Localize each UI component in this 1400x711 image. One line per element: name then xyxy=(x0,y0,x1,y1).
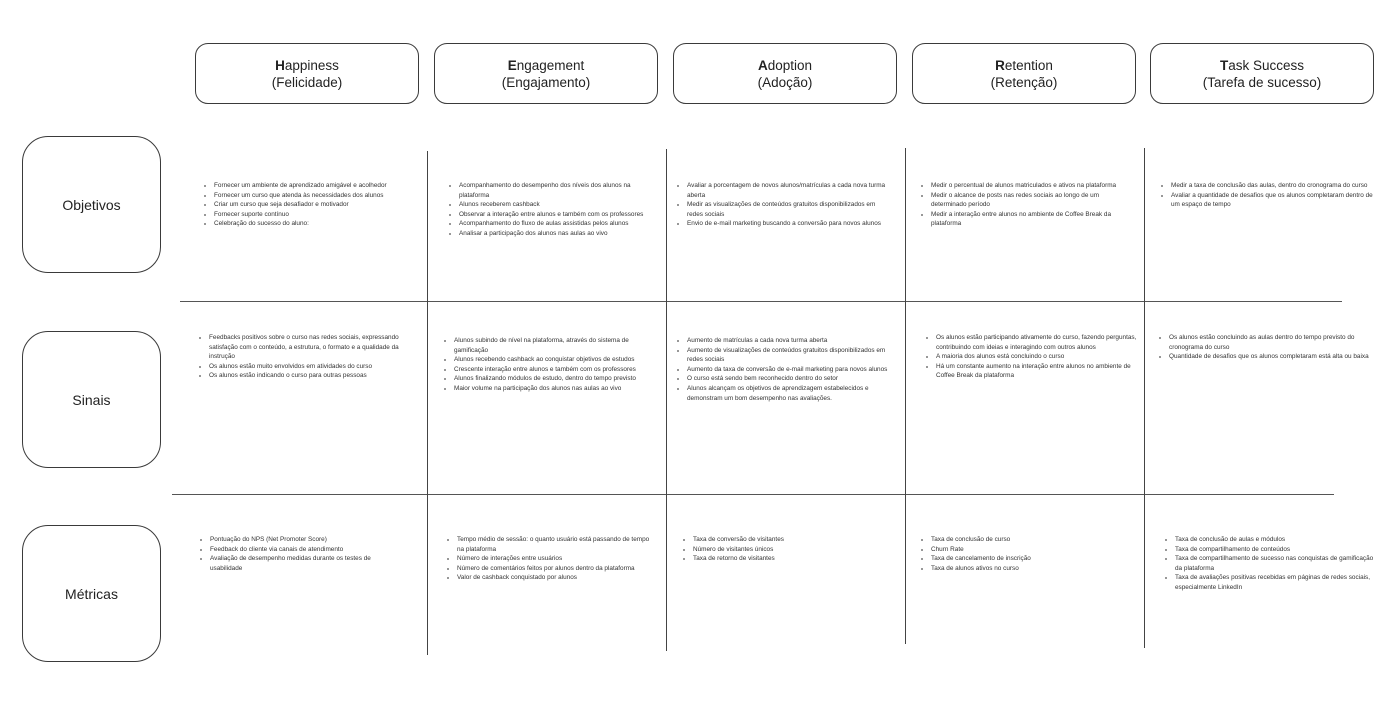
cell-sinais-retention xyxy=(927,333,1139,381)
list-item: • Há um constante aumento na interação entre alunos no ambiente de Coffee Break da plataforma xyxy=(936,362,1139,381)
row-header-sinais: Sinais xyxy=(22,331,161,468)
list-item: • Valor de cashback conquistado por alunos xyxy=(457,573,658,583)
column-subtitle: (Tarefa de sucesso) xyxy=(1202,74,1322,90)
list-item: • Maior volume na participação dos alunos nas aulas ao vivo xyxy=(454,384,655,394)
cell-metricas-retention xyxy=(922,535,1130,573)
list-item: • Taxa de conclusão de aulas e módulos xyxy=(1175,535,1374,545)
list-item: • Acompanhamento do fluxo de aulas assistidas pelos alunos xyxy=(459,219,658,229)
row-header-metricas: Métricas xyxy=(22,525,161,662)
list-item: • Medir a interação entre alunos no ambiente de Coffee Break da plataforma xyxy=(931,210,1130,229)
list-item: • Os alunos estão muito envolvidos em atividades do curso xyxy=(209,362,400,372)
list-item: • Medir as visualizações de conteúdos gratuitos disponibilizados em redes sociais xyxy=(687,200,893,219)
column-header-engagement xyxy=(434,43,658,104)
list-item: • Taxa de retorno de visitantes xyxy=(693,554,894,564)
list-item: • Crescente interação entre alunos e também com os professores xyxy=(454,365,655,375)
list-item: • Taxa de compartilhamento de sucesso nas conquistas de gamificação da plataforma xyxy=(1175,554,1374,573)
list-item: • Medir o percentual de alunos matriculados e ativos na plataforma xyxy=(931,181,1130,191)
cell-objetivos-retention xyxy=(922,181,1130,229)
list-item: • Aumento da taxa de conversão de e-mail marketing para novos alunos xyxy=(687,365,893,375)
cell-sinais-adoption xyxy=(678,336,893,403)
row-header-objetivos: Objetivos xyxy=(22,136,161,273)
list-item: • Medir o alcance de posts nas redes sociais ao longo de um determinado período xyxy=(931,191,1130,210)
list-item: • Celebração do sucesso do aluno: xyxy=(214,219,419,229)
column-divider xyxy=(427,151,428,655)
column-header-happiness xyxy=(195,43,419,104)
list-item: • Tempo médio de sessão: o quanto usuário está passando de tempo na plataforma xyxy=(457,535,658,554)
column-title: Retention xyxy=(995,57,1053,73)
list-item: • Número de visitantes únicos xyxy=(693,545,894,555)
list-item: • Envio de e-mail marketing buscando a conversão para novos alunos xyxy=(687,219,893,229)
cell-sinais-task-success xyxy=(1160,333,1374,362)
list-item: • Alunos alcançam os objetivos de aprendizagem estabelecidos e demonstram um bom desempenho nas avaliações. xyxy=(687,384,893,403)
list-item: • Avaliar a porcentagem de novos alunos/matrículas a cada nova turma aberta xyxy=(687,181,893,200)
list-item: • A maioria dos alunos está concluindo o curso xyxy=(936,352,1139,362)
column-subtitle: (Retenção) xyxy=(990,74,1058,90)
list-item: • Os alunos estão participando ativamente do curso, fazendo perguntas, contribuindo com ideias e interagindo com outros alunos xyxy=(936,333,1139,352)
cell-objetivos-adoption xyxy=(678,181,893,229)
list-item: • Alunos finalizando módulos de estudo, dentro do tempo previsto xyxy=(454,374,655,384)
list-item: • Alunos receberem cashback xyxy=(459,200,658,210)
column-divider xyxy=(666,149,667,651)
list-item: • Feedbacks positivos sobre o curso nas redes sociais, expressando satisfação com o conteúdo, a estrutura, o formato e a qualidade da instrução xyxy=(209,333,400,362)
list-item: • Os alunos estão concluindo as aulas dentro do tempo previsto do cronograma do curso xyxy=(1169,333,1374,352)
list-item: • Churn Rate xyxy=(931,545,1130,555)
list-item: • O curso está sendo bem reconhecido dentro do setor xyxy=(687,374,893,384)
column-subtitle: (Adoção) xyxy=(757,74,813,90)
list-item: • Observar a interação entre alunos e também com os professores xyxy=(459,210,658,220)
column-header-task-success xyxy=(1150,43,1374,104)
list-item: • Taxa de conversão de visitantes xyxy=(693,535,894,545)
list-item: • Taxa de alunos ativos no curso xyxy=(931,564,1130,574)
cell-metricas-engagement xyxy=(448,535,658,583)
list-item: • Taxa de conclusão de curso xyxy=(931,535,1130,545)
list-item: • Aumento de matrículas a cada nova turma aberta xyxy=(687,336,893,346)
list-item: • Os alunos estão indicando o curso para outras pessoas xyxy=(209,371,400,381)
list-item: • Alunos recebendo cashback ao conquistar objetivos de estudos xyxy=(454,355,655,365)
list-item: • Avaliar a quantidade de desafios que os alunos completaram dentro de um espaço de tempo xyxy=(1171,191,1374,210)
cell-objetivos-engagement xyxy=(450,181,658,239)
list-item: • Taxa de avaliações positivas recebidas em páginas de redes sociais, especialmente LinkedIn xyxy=(1175,573,1374,592)
list-item: • Número de comentários feitos por alunos dentro da plataforma xyxy=(457,564,658,574)
list-item: • Fornecer suporte contínuo xyxy=(214,210,419,220)
cell-objetivos-task-success xyxy=(1162,181,1374,210)
list-item: • Número de interações entre usuários xyxy=(457,554,658,564)
list-item: • Fornecer um ambiente de aprendizado amigável e acolhedor xyxy=(214,181,419,191)
cell-metricas-adoption xyxy=(684,535,894,564)
cell-sinais-happiness xyxy=(200,333,400,381)
cell-objetivos-happiness xyxy=(205,181,419,229)
list-item: • Fornecer um curso que atenda às necessidades dos alunos xyxy=(214,191,419,201)
column-header-retention xyxy=(912,43,1136,104)
list-item: • Taxa de cancelamento de inscrição xyxy=(931,554,1130,564)
column-subtitle: (Engajamento) xyxy=(501,74,591,90)
column-title: Adoption xyxy=(757,57,813,73)
cell-sinais-engagement xyxy=(445,336,655,394)
list-item: • Aumento de visualizações de conteúdos gratuitos disponibilizados em redes sociais xyxy=(687,346,893,365)
column-header-adoption xyxy=(673,43,897,104)
row-divider xyxy=(180,301,1342,302)
column-divider xyxy=(905,148,906,644)
cell-metricas-happiness xyxy=(201,535,401,573)
list-item: • Feedback do cliente via canais de atendimento xyxy=(210,545,401,555)
list-item: • Avaliação de desempenho medidas durante os testes de usabilidade xyxy=(210,554,401,573)
list-item: • Analisar a participação dos alunos nas aulas ao vivo xyxy=(459,229,658,239)
row-divider xyxy=(172,494,1334,495)
column-title: Happiness xyxy=(275,57,339,73)
column-subtitle: (Felicidade) xyxy=(271,74,343,90)
cell-metricas-task-success xyxy=(1166,535,1374,593)
column-title: Engagement xyxy=(507,57,585,73)
list-item: • Criar um curso que seja desafiador e motivador xyxy=(214,200,419,210)
list-item: • Pontuação do NPS (Net Promoter Score) xyxy=(210,535,401,545)
list-item: • Alunos subindo de nível na plataforma, através do sistema de gamificação xyxy=(454,336,655,355)
list-item: • Medir a taxa de conclusão das aulas, dentro do cronograma do curso xyxy=(1171,181,1374,191)
list-item: • Acompanhamento do desempenho dos níveis dos alunos na plataforma xyxy=(459,181,658,200)
column-divider xyxy=(1144,148,1145,648)
list-item: • Taxa de compartilhamento de conteúdos xyxy=(1175,545,1374,555)
column-title: Task Success xyxy=(1219,57,1305,73)
list-item: • Quantidade de desafios que os alunos completaram está alta ou baixa xyxy=(1169,352,1374,362)
